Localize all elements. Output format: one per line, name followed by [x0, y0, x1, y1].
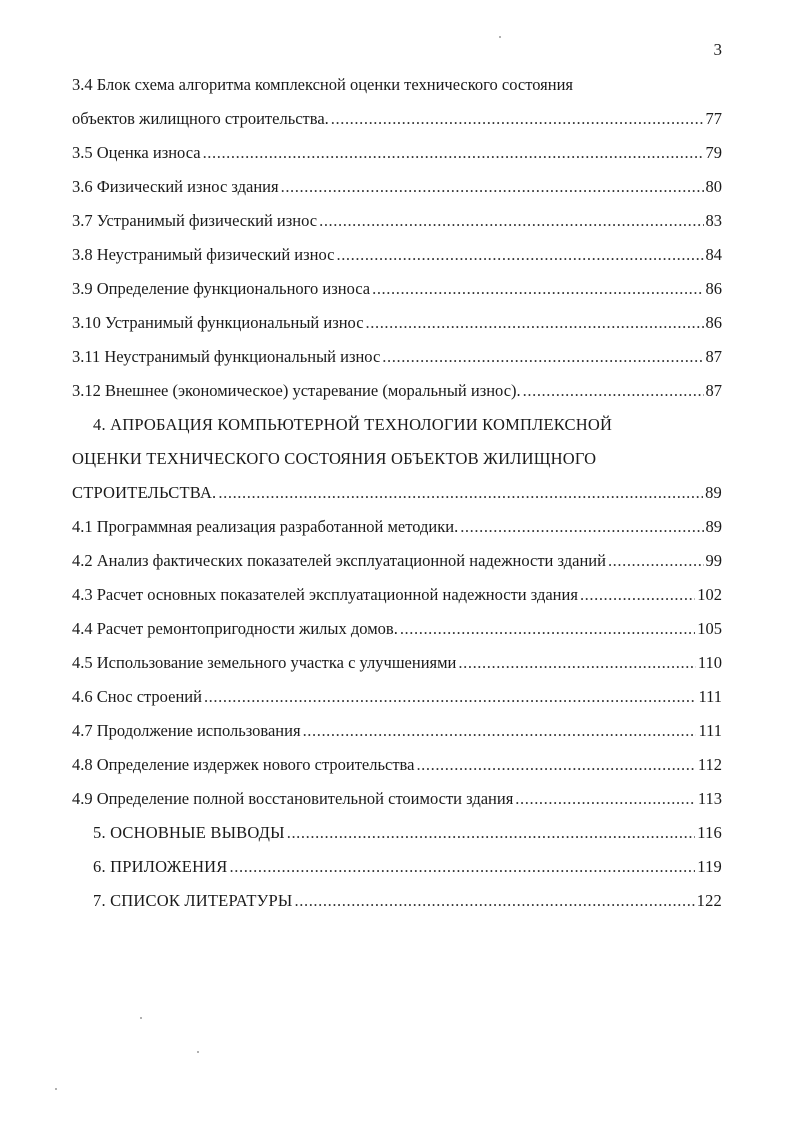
scan-speck — [499, 36, 501, 38]
toc-page-number: 86 — [705, 279, 722, 298]
toc-entry-3-4[interactable] — [72, 105, 722, 139]
toc-page-number: 111 — [698, 687, 722, 706]
toc-entry-4-2[interactable] — [72, 547, 722, 581]
toc-entry-3-5[interactable] — [72, 139, 722, 173]
dot-leader — [460, 513, 703, 541]
toc-entry-4-7[interactable] — [72, 717, 722, 751]
dot-leader — [319, 207, 703, 235]
toc-chapter-4[interactable] — [72, 479, 722, 513]
page-number: 3 — [713, 40, 722, 59]
toc-entry-title: 4.7 Продолжение использования — [72, 721, 301, 740]
dot-leader — [372, 275, 703, 303]
toc-entry-4-1[interactable] — [72, 513, 722, 547]
toc-entry-title: 4.8 Определение издержек нового строительства — [72, 755, 415, 774]
dot-leader — [295, 887, 695, 915]
dot-leader — [416, 751, 695, 779]
toc-entry-title: 4.3 Расчет основных показателей эксплуатационной надежности здания — [72, 585, 578, 604]
toc-page-number: 87 — [705, 381, 722, 400]
toc-entry-title: 4.1 Программная реализация разработанной методики. — [72, 517, 459, 536]
toc-entry-4-9[interactable] — [72, 785, 722, 819]
dot-leader — [204, 683, 697, 711]
toc-page-number: 79 — [705, 143, 722, 162]
toc-entry-3-4-line-1 — [72, 71, 722, 105]
toc-entry-title: 4.9 Определение полной восстановительной стоимости здания — [72, 789, 514, 808]
toc-page-number: 112 — [697, 755, 722, 774]
toc-chapter-7[interactable] — [72, 887, 722, 921]
toc-chapter-4-line-1 — [72, 411, 722, 445]
toc-entry-title: 3.9 Определение функционального износа — [72, 279, 371, 298]
toc-entry-3-11[interactable] — [72, 343, 722, 377]
toc-entry-title: 3.5 Оценка износа — [72, 143, 201, 162]
dot-leader — [515, 785, 696, 813]
toc-page-number: 83 — [705, 211, 722, 230]
dot-leader — [218, 479, 703, 507]
toc-entry-title: 4.2 Анализ фактических показателей эксплуатационной надежности зданий — [72, 551, 606, 570]
dot-leader — [523, 377, 704, 405]
dot-leader — [281, 173, 704, 201]
toc-entry-title: объектов жилищного строительства. — [72, 109, 329, 128]
toc-entry-title: СТРОИТЕЛЬСТВА. — [72, 483, 217, 502]
dot-leader — [580, 581, 695, 609]
dot-leader — [608, 547, 704, 575]
toc-page-number: 113 — [697, 789, 722, 808]
toc-entry-3-6[interactable] — [72, 173, 722, 207]
toc-chapter-4-line-2 — [72, 445, 722, 479]
toc-entry-title: ОЦЕНКИ ТЕХНИЧЕСКОГО СОСТОЯНИЯ ОБЪЕКТОВ ЖИЛИЩНОГО — [72, 449, 597, 468]
toc-entry-title: 7. СПИСОК ЛИТЕРАТУРЫ — [93, 891, 293, 910]
toc-entry-title: 4. АПРОБАЦИЯ КОМПЬЮТЕРНОЙ ТЕХНОЛОГИИ КОМПЛЕКСНОЙ — [93, 415, 613, 434]
toc-entry-3-9[interactable] — [72, 275, 722, 309]
scan-speck — [140, 1017, 142, 1019]
toc-entry-title: 3.11 Неустранимый функциональный износ — [72, 347, 381, 366]
scan-speck — [55, 1088, 57, 1090]
toc-page-number: 99 — [705, 551, 722, 570]
toc-page-number: 77 — [705, 109, 722, 128]
toc-page-number: 111 — [698, 721, 722, 740]
toc-page-number: 122 — [696, 891, 722, 910]
toc-page-number: 84 — [705, 245, 722, 264]
toc-entry-title: 4.5 Использование земельного участка с улучшениями — [72, 653, 457, 672]
toc-page-number: 116 — [697, 823, 722, 842]
toc-chapter-5[interactable] — [72, 819, 722, 853]
toc-entry-title: 3.4 Блок схема алгоритма комплексной оценки технического состояния — [72, 75, 573, 94]
toc-entry-4-5[interactable] — [72, 649, 722, 683]
dot-leader — [303, 717, 697, 745]
toc-entry-title: 3.7 Устранимый физический износ — [72, 211, 318, 230]
dot-leader — [366, 309, 704, 337]
toc-page-number: 102 — [697, 585, 722, 604]
toc-page-number: 86 — [705, 313, 722, 332]
toc-entry-title: 4.6 Снос строений — [72, 687, 202, 706]
dot-leader — [336, 241, 703, 269]
toc-entry-4-6[interactable] — [72, 683, 722, 717]
toc-entry-4-3[interactable] — [72, 581, 722, 615]
toc-page-number: 110 — [697, 653, 722, 672]
dot-leader — [287, 819, 696, 847]
dot-leader — [331, 105, 704, 133]
scan-speck — [197, 1051, 199, 1053]
table-of-contents — [72, 71, 722, 921]
toc-entry-3-8[interactable] — [72, 241, 722, 275]
toc-entry-4-8[interactable] — [72, 751, 722, 785]
toc-page-number: 80 — [705, 177, 722, 196]
dot-leader — [230, 853, 696, 881]
toc-page-number: 89 — [705, 517, 722, 536]
dot-leader — [458, 649, 695, 677]
toc-entry-4-4[interactable] — [72, 615, 722, 649]
dot-leader — [382, 343, 703, 371]
toc-page-number: 87 — [705, 347, 722, 366]
toc-page-number: 119 — [697, 857, 722, 876]
toc-entry-3-7[interactable] — [72, 207, 722, 241]
toc-chapter-6[interactable] — [72, 853, 722, 887]
dot-leader — [203, 139, 704, 167]
toc-entry-3-12[interactable] — [72, 377, 722, 411]
toc-entry-title: 6. ПРИЛОЖЕНИЯ — [93, 857, 228, 876]
toc-entry-title: 4.4 Расчет ремонтопригодности жилых домов. — [72, 619, 398, 638]
toc-entry-title: 3.10 Устранимый функциональный износ — [72, 313, 364, 332]
toc-page-number: 89 — [705, 483, 722, 502]
dot-leader — [400, 615, 695, 643]
toc-entry-3-10[interactable] — [72, 309, 722, 343]
toc-page-number: 105 — [697, 619, 722, 638]
toc-entry-title: 5. ОСНОВНЫЕ ВЫВОДЫ — [93, 823, 285, 842]
toc-entry-title: 3.6 Физический износ здания — [72, 177, 279, 196]
toc-entry-title: 3.8 Неустранимый физический износ — [72, 245, 335, 264]
toc-entry-title: 3.12 Внешнее (экономическое) устаревание (моральный износ). — [72, 381, 521, 400]
